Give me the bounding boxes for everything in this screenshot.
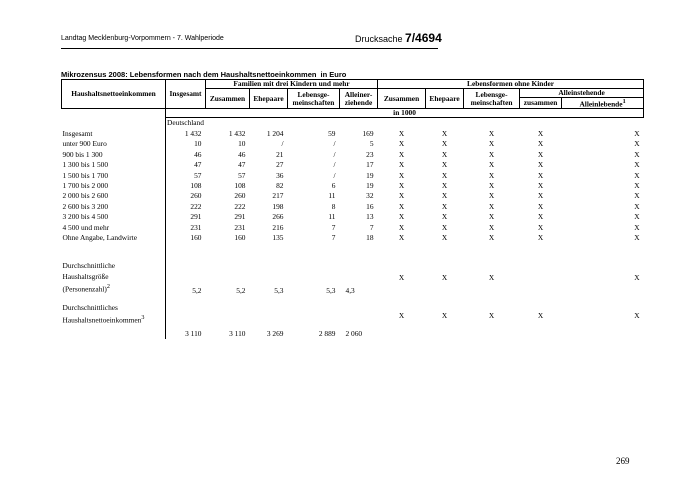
table-title [61, 70, 346, 79]
cell-ehepaare: 135 [272, 232, 284, 242]
row-label: 1 300 bis 1 500 [62, 160, 166, 170]
cell-x: X [634, 170, 640, 180]
label-line1: Durchschnittliches [62, 302, 118, 312]
table-row [62, 191, 644, 201]
cell-alleinerziehende: 5 [369, 139, 374, 149]
cell-x: X [488, 212, 495, 222]
unit-row-blank-1 [62, 109, 166, 118]
cell-x: X [537, 149, 544, 159]
cell-x: X [537, 232, 544, 242]
page-number: 269 [616, 456, 630, 466]
row-label: 900 bis 1 300 [62, 150, 166, 160]
col-header-alleinlebende-text: Alleinlebende [579, 99, 623, 109]
cell-x: X [441, 222, 448, 232]
cell-zusammen: 231 [234, 222, 246, 232]
row-label: 1 500 bis 1 700 [62, 171, 166, 181]
cell-lebensgemeinschaften: / [333, 149, 336, 159]
label-line2: Haushaltsgröße [62, 271, 109, 281]
cell-alleinerziehende: 13 [366, 212, 374, 222]
cell-x: X [488, 191, 495, 201]
cell-ehepaare: 1 204 [266, 128, 284, 138]
row-label: 3 200 bis 4 500 [62, 212, 166, 222]
cell-x: X [634, 273, 640, 283]
cell-x: X [398, 180, 405, 190]
table-row [62, 212, 644, 222]
table-row [62, 150, 644, 160]
label-line1: Durchschnittliche [62, 261, 116, 271]
label-line2: Haushaltsnettoeinkommen [62, 315, 142, 325]
cell-lebensgemeinschaften: 7 [331, 222, 336, 232]
table-title-text: Mikrozensus 2008: Lebensformen nach dem Haushaltsnettoeinkommen [61, 70, 317, 79]
cell-zusammen: 222 [234, 201, 246, 211]
col-header-ehepaare: Ehepaare [250, 89, 288, 109]
col-header-ae-line1: Alleiner- [344, 89, 373, 99]
cell-x: X [634, 310, 640, 320]
cell-lebensgemeinschaften: 7 [331, 232, 336, 242]
cell-x: X [398, 139, 405, 149]
cell-x: X [441, 232, 448, 242]
cell-insgesamt: 222 [190, 201, 202, 211]
cell-insgesamt: 5,2 [192, 286, 202, 296]
col-header-single-zusammen: zusammen [520, 98, 562, 109]
col-header-ae-line2: ziehende [344, 97, 373, 107]
spacer-cell [62, 243, 166, 261]
col-header-zusammen: Zusammen [206, 89, 250, 109]
cell-x: X [488, 310, 495, 320]
cell-x: X [398, 212, 405, 222]
cell-zusammen: 3 110 [229, 328, 246, 338]
cell-x: X [441, 310, 448, 320]
col-header-insgesamt: Insgesamt [166, 80, 206, 109]
cell-x: X [634, 212, 640, 222]
cell-lebensgemeinschaften: / [333, 160, 336, 170]
region-spacer [62, 118, 166, 129]
cell-x: X [634, 222, 640, 232]
cell-zusammen: 291 [234, 212, 246, 222]
col-header-lgnk-line1: Lebensge- [475, 89, 508, 99]
cell-ehepaare: 27 [276, 160, 284, 170]
header-rule [61, 48, 438, 49]
cell-lebensgemeinschaften: / [333, 170, 336, 180]
cell-alleinerziehende: 16 [366, 201, 374, 211]
cell-x: X [634, 160, 640, 170]
cell-insgesamt: 47 [194, 160, 202, 170]
col-header-lg-line2: meinschaften [292, 97, 335, 107]
table-row [62, 223, 644, 233]
col-group-alleinstehende: Alleinstehende [520, 89, 644, 98]
cell-x: X [441, 201, 448, 211]
col-header-alleinlebende [562, 98, 644, 109]
doc-label: Drucksache [355, 34, 403, 44]
table-row [62, 233, 644, 243]
cell-empty [520, 261, 562, 296]
cell-alleinerziehende: 7 [369, 222, 374, 232]
row-avg-net-income [62, 297, 644, 339]
cell-x: X [441, 191, 448, 201]
col-group-families: Familien mit drei Kindern und mehr [206, 80, 378, 89]
cell-insgesamt: 10 [194, 139, 202, 149]
cell-x: X [488, 180, 495, 190]
cell-x: X [398, 149, 405, 159]
row-label: Insgesamt [62, 129, 166, 139]
row-label: 2 000 bis 2 600 [62, 191, 166, 201]
cell-x: X [488, 273, 495, 283]
cell-zusammen: 108 [234, 180, 246, 190]
cell-x: X [398, 222, 405, 232]
table-title-unit: in Euro [320, 70, 347, 79]
cell-zusammen: 57 [238, 170, 246, 180]
cell-x: X [441, 160, 448, 170]
cell-x: X [488, 222, 495, 232]
cell-x: X [441, 139, 448, 149]
cell-zusammen: 5,2 [236, 286, 246, 296]
cell-alleinerziehende: 32 [366, 191, 374, 201]
cell-x: X [537, 201, 544, 211]
statistics-table [61, 79, 644, 339]
cell-alleinerziehende: 23 [366, 149, 374, 159]
cell-x: X [488, 139, 495, 149]
cell-insgesamt: 46 [194, 149, 202, 159]
cell-ehepaare: 217 [272, 191, 284, 201]
cell-alleinerziehende: 4,3 [345, 286, 355, 296]
cell-insgesamt: 1 432 [184, 128, 202, 138]
cell-x: X [537, 139, 544, 149]
col-header-lebensgemeinschaften [288, 89, 340, 109]
cell-alleinerziehende: 2 060 [345, 328, 363, 338]
col-header-lebensgemeinschaften-nk [464, 89, 520, 109]
cell-alleinerziehende: 19 [366, 180, 374, 190]
cell-x: X [398, 170, 405, 180]
cell-insgesamt: 3 110 [185, 328, 202, 338]
table-row [62, 202, 644, 212]
cell-x: X [441, 128, 448, 138]
table-row [62, 171, 644, 181]
cell-alleinerziehende: 17 [366, 160, 374, 170]
col-header-alleinerziehende [340, 89, 378, 109]
row-label: 1 700 bis 2 000 [62, 181, 166, 191]
cell-insgesamt: 291 [190, 212, 202, 222]
cell-x: X [634, 180, 640, 190]
cell-ehepaare: 21 [276, 149, 284, 159]
cell-ehepaare: 82 [276, 180, 284, 190]
table-row [62, 139, 644, 149]
cell-x: X [537, 160, 544, 170]
footnote-mark-1: 1 [622, 99, 626, 105]
footnote-mark-2: 2 [106, 284, 110, 291]
cell-x: X [488, 149, 495, 159]
unit-row: in 1000 [166, 109, 644, 118]
col-header-lgnk-line2: meinschaften [470, 97, 513, 107]
cell-lebensgemeinschaften: 59 [328, 128, 336, 138]
doc-number: 7/4694 [405, 31, 442, 45]
cell-x: X [634, 232, 640, 242]
cell-insgesamt: 57 [194, 170, 202, 180]
cell-zusammen: 260 [234, 191, 246, 201]
cell-x: X [634, 149, 640, 159]
cell-x: X [488, 160, 495, 170]
cell-x: X [441, 180, 448, 190]
cell-x: X [441, 273, 448, 283]
spacer-row [166, 243, 644, 261]
cell-lebensgemeinschaften: 5,3 [326, 286, 336, 296]
col-group-no-kids: Lebensformen ohne Kinder [378, 80, 644, 89]
cell-x: X [441, 212, 448, 222]
cell-x: X [398, 273, 405, 283]
row-label: 4 500 und mehr [62, 223, 166, 233]
cell-x: X [634, 128, 640, 138]
cell-x: X [398, 191, 405, 201]
table-row [62, 129, 644, 139]
col-header-zusammen-nk: Zusammen [378, 89, 426, 109]
col-header-income: Haushaltsnettoeinkommen [62, 80, 166, 109]
col-header-ehepaare-nk: Ehepaare [426, 89, 464, 109]
cell-alleinerziehende: 18 [366, 232, 374, 242]
row-label: unter 900 Euro [62, 139, 166, 149]
cell-x: X [537, 212, 544, 222]
header-parliament: Landtag Mecklenburg-Vorpommern - 7. Wahlperiode [61, 35, 224, 42]
footnote-mark-3: 3 [141, 315, 145, 322]
cell-ehepaare: 216 [272, 222, 284, 232]
cell-x: X [537, 310, 544, 320]
table-row [62, 181, 644, 191]
cell-x: X [441, 170, 448, 180]
cell-x: X [634, 139, 640, 149]
cell-zusammen: 10 [238, 139, 246, 149]
cell-x: X [537, 180, 544, 190]
cell-x: X [441, 149, 448, 159]
cell-ehepaare: / [281, 139, 284, 149]
cell-x: X [398, 310, 405, 320]
cell-x: X [398, 232, 405, 242]
row-label [62, 261, 166, 296]
cell-x: X [488, 128, 495, 138]
cell-lebensgemeinschaften: 11 [328, 191, 336, 201]
cell-zusammen: 1 432 [228, 128, 246, 138]
row-label: 2 600 bis 3 200 [62, 202, 166, 212]
cell-zusammen: 47 [238, 160, 246, 170]
cell-lebensgemeinschaften: / [333, 139, 336, 149]
row-label [62, 297, 166, 339]
cell-x: X [398, 128, 405, 138]
cell-ehepaare: 3 269 [266, 328, 284, 338]
region-label: Deutschland [166, 118, 644, 129]
cell-x: X [398, 160, 405, 170]
cell-x: X [537, 222, 544, 232]
cell-zusammen: 46 [238, 149, 246, 159]
cell-x: X [488, 201, 495, 211]
cell-lebensgemeinschaften: 6 [331, 180, 336, 190]
cell-x: X [398, 201, 405, 211]
cell-x: X [634, 201, 640, 211]
cell-ehepaare: 198 [272, 201, 284, 211]
cell-lebensgemeinschaften: 11 [328, 212, 336, 222]
cell-x: X [634, 191, 640, 201]
header-document-number [355, 31, 442, 45]
col-header-lg-line1: Lebensge- [297, 89, 330, 99]
table-row [62, 160, 644, 170]
cell-ehepaare: 266 [272, 212, 284, 222]
cell-x: X [537, 191, 544, 201]
label-line3: (Personenzahl) [62, 284, 107, 294]
row-avg-household-size [62, 261, 644, 296]
cell-alleinerziehende: 169 [362, 128, 374, 138]
cell-ehepaare: 5,3 [274, 286, 284, 296]
cell-lebensgemeinschaften: 2 889 [318, 328, 336, 338]
cell-insgesamt: 260 [190, 191, 202, 201]
cell-alleinerziehende: 19 [366, 170, 374, 180]
cell-lebensgemeinschaften: 8 [331, 201, 336, 211]
cell-x: X [537, 170, 544, 180]
cell-insgesamt: 160 [190, 232, 202, 242]
cell-x: X [488, 232, 495, 242]
cell-insgesamt: 231 [190, 222, 202, 232]
cell-x: X [537, 128, 544, 138]
cell-x: X [488, 170, 495, 180]
cell-ehepaare: 36 [276, 170, 284, 180]
cell-zusammen: 160 [234, 232, 246, 242]
row-label: Ohne Angabe, Landwirte [62, 233, 166, 243]
cell-insgesamt: 108 [190, 180, 202, 190]
